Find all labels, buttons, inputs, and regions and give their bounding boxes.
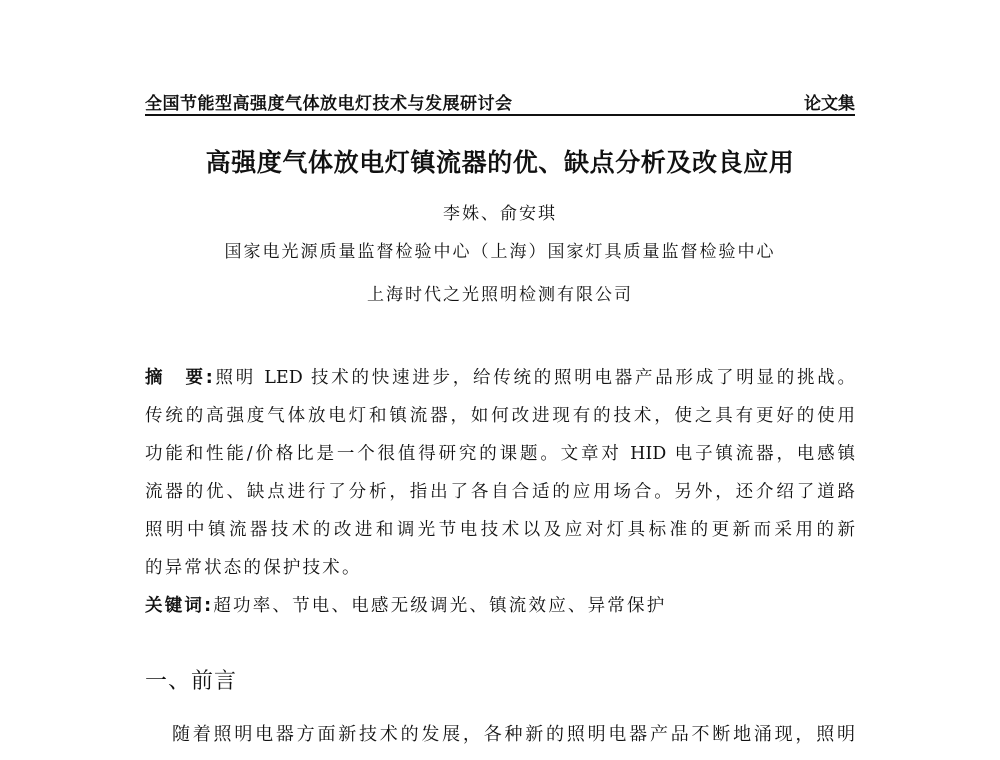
abstract-line: 的异常状态的保护技术。 <box>145 558 362 578</box>
collection-label: 论文集 <box>804 94 855 114</box>
conference-name: 全国节能型高强度气体放电灯技术与发展研讨会 <box>145 94 513 114</box>
abstract-line: 流器的优、缺点进行了分析，指出了各自合适的应用场合。另外，还介绍了道路 <box>145 482 855 502</box>
abstract-line <box>145 364 855 388</box>
header-rule <box>145 114 855 116</box>
authors: 李姝、俞安琪 <box>443 204 557 224</box>
abstract-line: 功能和性能/价格比是一个很值得研究的课题。文章对 HID 电子镇流器，电感镇 <box>145 444 855 464</box>
keywords-text: 超功率、节电、电感无级调光、镇流效应、异常保护 <box>213 596 667 616</box>
affiliation-2: 上海时代之光照明检测有限公司 <box>367 285 633 305</box>
body-paragraph: 随着照明电器方面新技术的发展，各种新的照明电器产品不断地涌现，照明 <box>172 724 855 744</box>
abstract-text: 照明 LED 技术的快速进步，给传统的照明电器产品形成了明显的挑战。 <box>212 368 855 388</box>
paper-title: 高强度气体放电灯镇流器的优、缺点分析及改良应用 <box>205 148 795 177</box>
abstract-line: 照明中镇流器技术的改进和调光节电技术以及应对灯具标准的更新而采用的新 <box>145 520 855 540</box>
abstract-label: 摘 要: <box>145 368 213 388</box>
affiliation-1: 国家电光源质量监督检验中心（上海）国家灯具质量监督检验中心 <box>224 242 776 262</box>
abstract-line: 传统的高强度气体放电灯和镇流器，如何改进现有的技术，使之具有更好的使用 <box>145 406 855 426</box>
keywords-label: 关键词: <box>145 596 214 616</box>
keywords-line <box>145 592 855 616</box>
section-heading: 一、前言 <box>145 669 238 694</box>
